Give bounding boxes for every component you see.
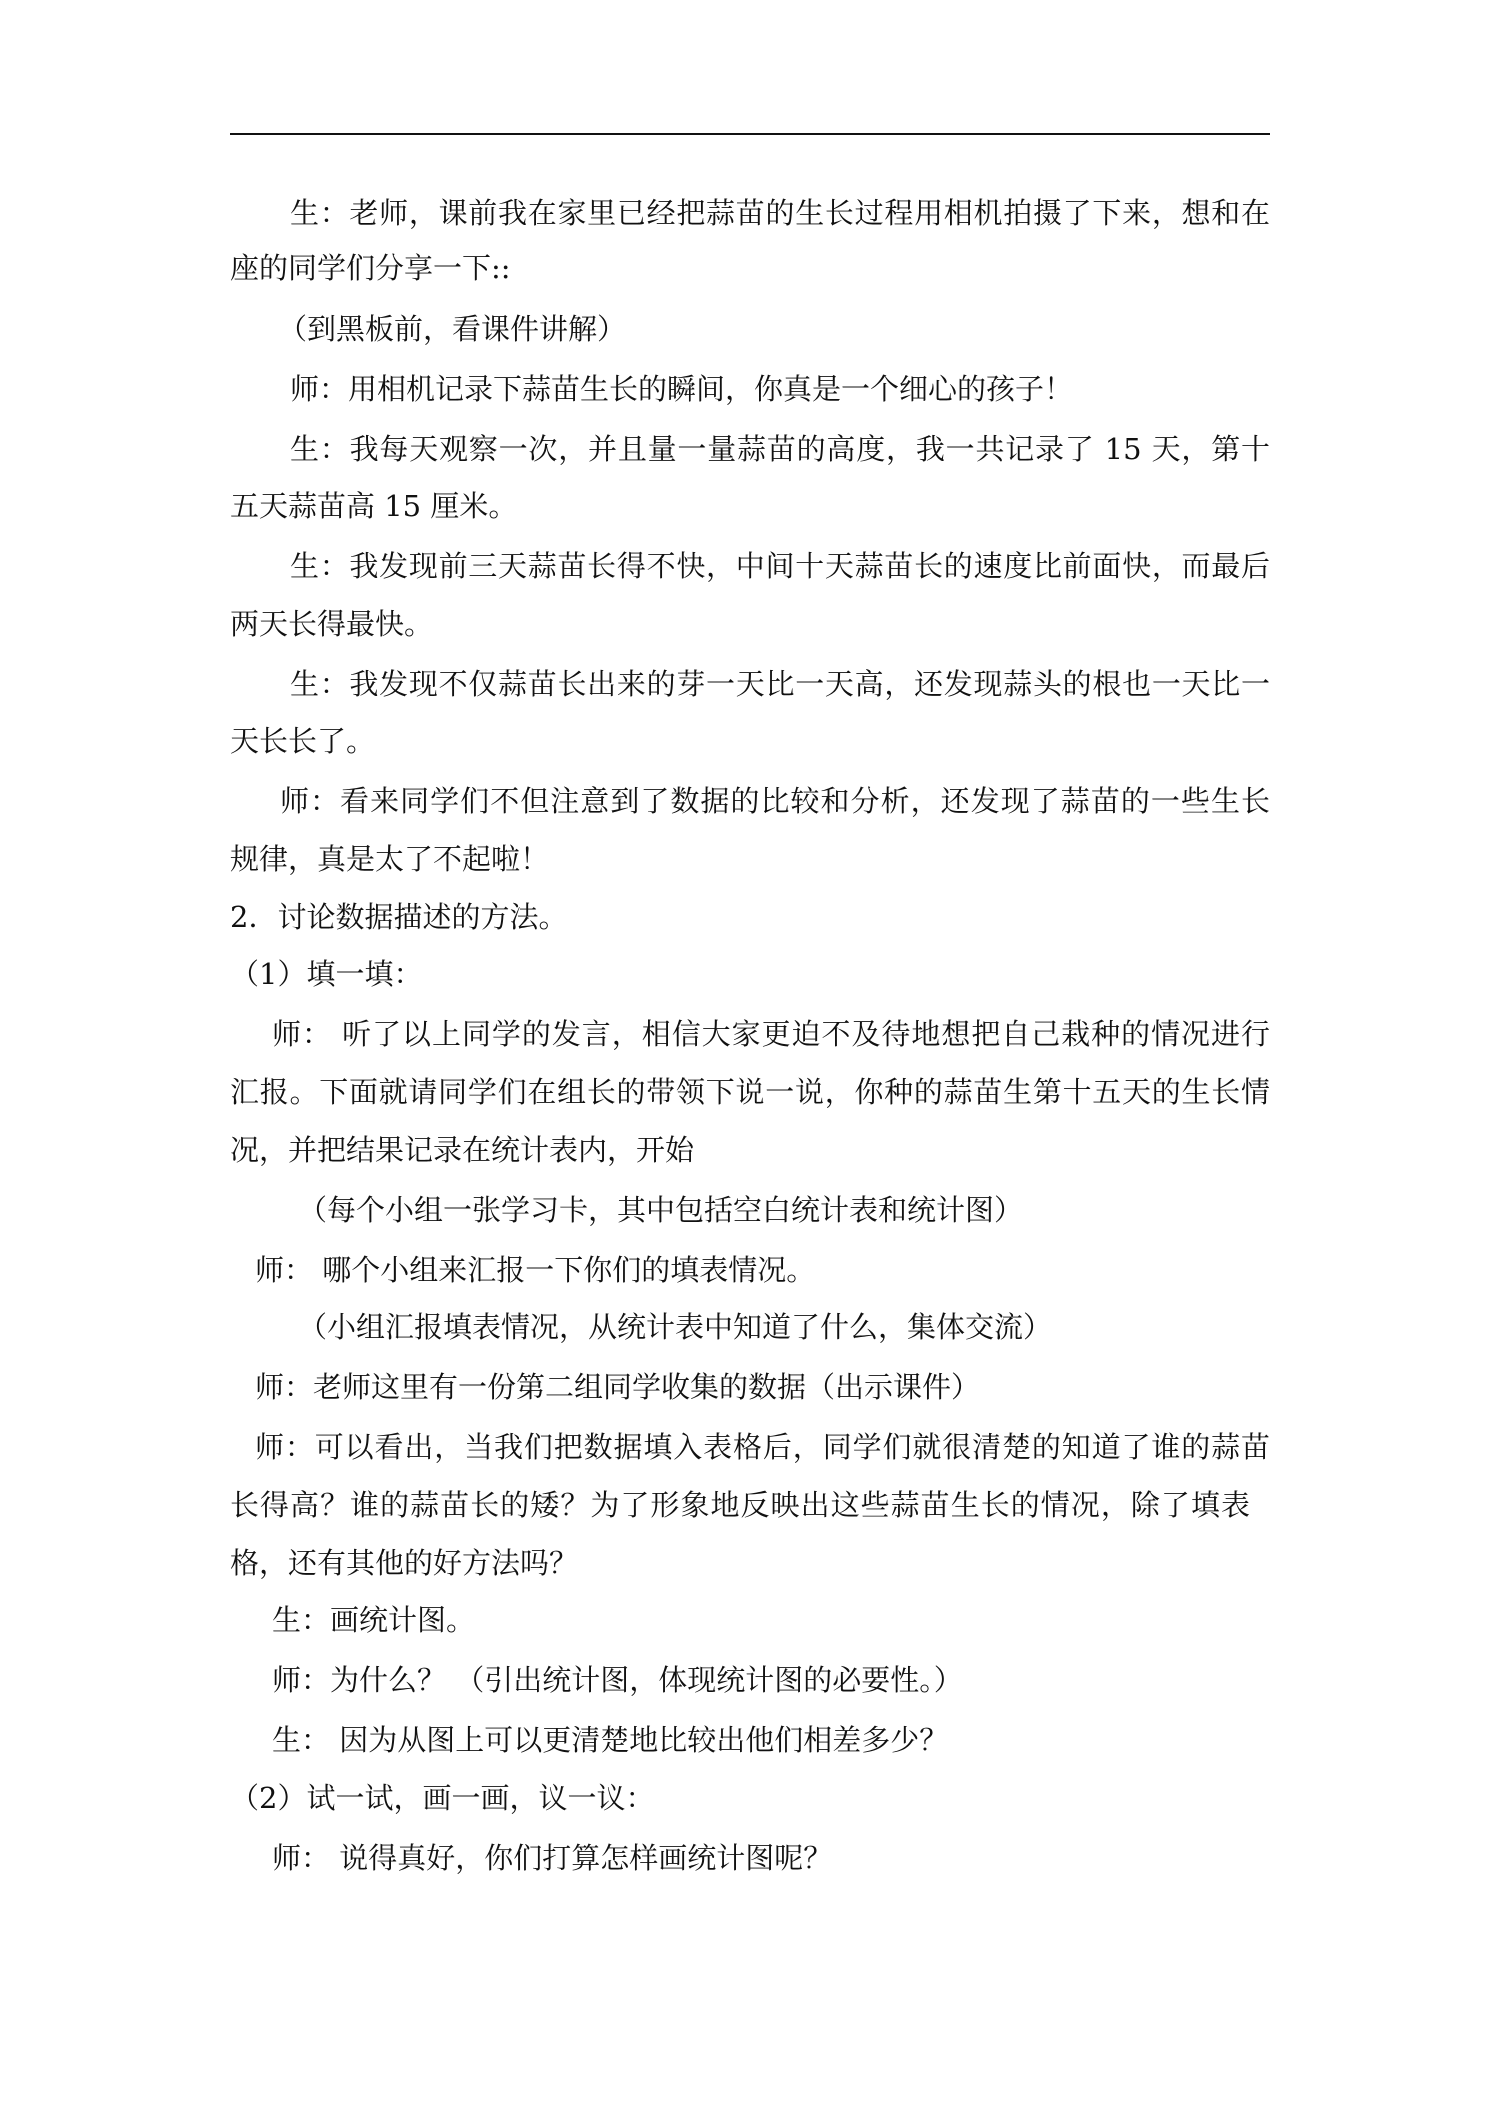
paragraph-line: 生：我发现前三天蒜苗长得不快，中间十天蒜苗长的速度比前面快，而最后 [290,549,1270,583]
paragraph-line: （到黑板前，看课件讲解） [278,312,627,346]
paragraph-line: 两天长得最快。 [230,607,434,641]
paragraph-line: 师：看来同学们不但注意到了数据的比较和分析，还发现了蒜苗的一些生长 [280,784,1270,818]
paragraph-line: 生：画统计图。 [272,1603,476,1637]
paragraph-line: 规律，真是太了不起啦！ [230,842,550,876]
subsection-heading: （1）填一填： [230,957,423,991]
paragraph-line: 生： 因为从图上可以更清楚地比较出他们相差多少？ [272,1723,949,1757]
section-heading: 2．讨论数据描述的方法。 [230,900,568,934]
paragraph-line: 师：可以看出，当我们把数据填入表格后，同学们就很清楚的知道了谁的蒜苗 [255,1430,1270,1464]
paragraph-line: 师：老师这里有一份第二组同学收集的数据（出示课件） [255,1370,981,1404]
paragraph-line: 五天蒜苗高 15 厘米。 [230,489,518,523]
paragraph-line: （每个小组一张学习卡，其中包括空白统计表和统计图） [298,1193,1024,1227]
subsection-heading: （2）试一试，画一画，议一议： [230,1781,655,1815]
paragraph-line: （小组汇报填表情况，从统计表中知道了什么，集体交流） [298,1310,1053,1344]
paragraph-line: 天长长了。 [230,724,376,758]
paragraph-line: 师：为什么？ （引出统计图，体现统计图的必要性。） [272,1663,963,1697]
paragraph-line: 座的同学们分享一下:: [230,251,511,285]
header-rule [230,133,1270,135]
paragraph-line: 长得高？谁的蒜苗长的矮？为了形象地反映出这些蒜苗生长的情况，除了填表 [230,1488,1250,1522]
paragraph-line: 师： 说得真好，你们打算怎样画统计图呢？ [272,1841,833,1875]
paragraph-line: 师：用相机记录下蒜苗生长的瞬间，你真是一个细心的孩子！ [290,372,1074,406]
paragraph-line: 师： 听了以上同学的发言，相信大家更迫不及待地想把自己栽种的情况进行 [272,1017,1270,1051]
paragraph-line: 生：老师，课前我在家里已经把蒜苗的生长过程用相机拍摄了下来，想和在 [290,196,1270,230]
paragraph-line: 格，还有其他的好方法吗？ [230,1546,579,1580]
paragraph-line: 况，并把结果记录在统计表内，开始 [230,1133,695,1167]
paragraph-line: 生：我每天观察一次，并且量一量蒜苗的高度，我一共记录了 15 天，第十 [290,432,1270,466]
paragraph-line: 汇报。下面就请同学们在组长的带领下说一说，你种的蒜苗生第十五天的生长情 [230,1075,1270,1109]
paragraph-line: 师： 哪个小组来汇报一下你们的填表情况。 [255,1253,816,1287]
paragraph-line: 生：我发现不仅蒜苗长出来的芽一天比一天高，还发现蒜头的根也一天比一 [290,667,1270,701]
